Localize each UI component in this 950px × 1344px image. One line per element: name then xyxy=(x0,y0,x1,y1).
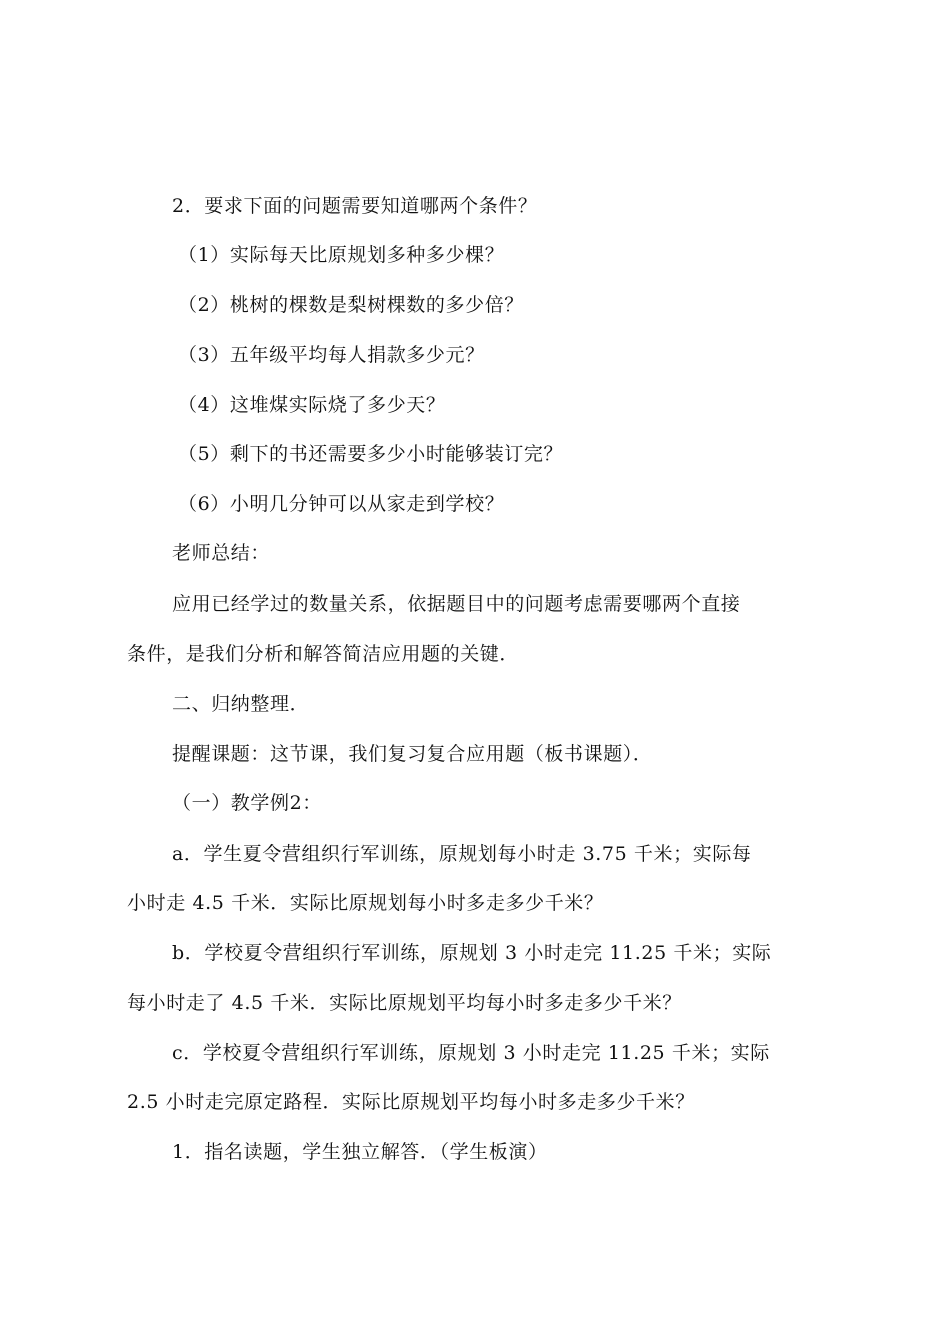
example-header: （一）教学例2： xyxy=(172,792,322,814)
step-one-paragraph: 1．指名读题，学生独立解答．（学生板演） xyxy=(172,1141,548,1163)
example-c-line-1: c．学校夏令营组织行军训练，原规划 3 小时走完 11.25 千米；实际 xyxy=(172,1042,770,1064)
section-heading: 二、归纳整理． xyxy=(172,693,310,715)
example-b-line-2: 每小时走了 4.5 千米．实际比原规划平均每小时多走多少千米？ xyxy=(127,992,682,1014)
summary-label: 老师总结： xyxy=(172,542,271,564)
question-item-2: （2）桃树的棵数是梨树棵数的多少倍？ xyxy=(178,294,524,316)
question-item-3: （3）五年级平均每人捐款多少元？ xyxy=(178,344,485,366)
question-item-1: （1）实际每天比原规划多种多少棵？ xyxy=(178,244,505,266)
example-b-line-1: b．学校夏令营组织行军训练，原规划 3 小时走完 11.25 千米；实际 xyxy=(172,942,772,964)
example-a-line-2: 小时走 4.5 千米．实际比原规划每小时多走多少千米？ xyxy=(127,892,604,914)
example-c-line-2: 2.5 小时走完原定路程．实际比原规划平均每小时多走多少千米？ xyxy=(127,1091,695,1113)
example-a-line-1: a．学生夏令营组织行军训练，原规划每小时走 3.75 千米；实际每 xyxy=(172,843,752,865)
question-item-6: （6）小明几分钟可以从家走到学校？ xyxy=(178,493,505,515)
summary-paragraph-line-2: 条件，是我们分析和解答简洁应用题的关键． xyxy=(127,643,520,665)
reminder-paragraph: 提醒课题：这节课，我们复习复合应用题（板书课题）． xyxy=(172,743,653,765)
summary-paragraph-line-1: 应用已经学过的数量关系，依据题目中的问题考虑需要哪两个直接 xyxy=(172,593,741,615)
question-item-5: （5）剩下的书还需要多少小时能够装订完？ xyxy=(178,443,564,465)
question-item-4: （4）这堆煤实际烧了多少天？ xyxy=(178,394,446,416)
question-header: 2．要求下面的问题需要知道哪两个条件？ xyxy=(172,195,538,217)
